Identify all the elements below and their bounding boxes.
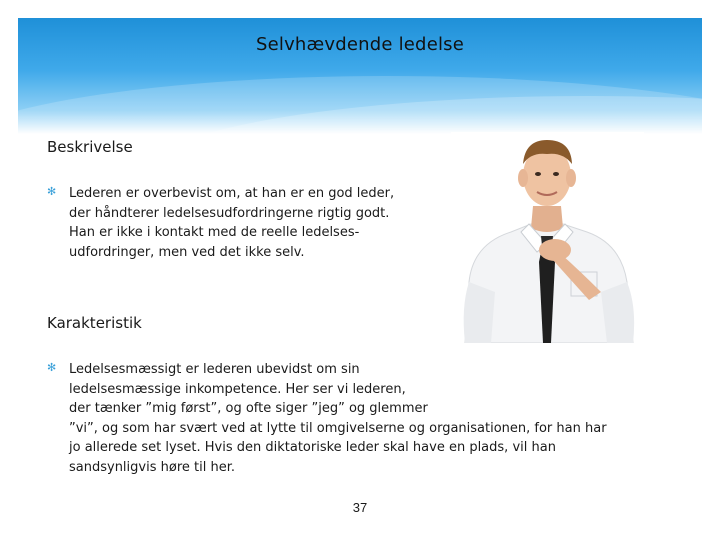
section-heading-karakteristik: Karakteristik xyxy=(47,314,142,332)
page-number: 37 xyxy=(352,500,368,515)
bullet-icon: ✻ xyxy=(47,186,57,198)
photo-illustration xyxy=(451,132,644,343)
man-adjusting-tie-photo xyxy=(451,132,644,343)
bullet-item xyxy=(47,360,667,480)
slide-title: Selvhævdende ledelse xyxy=(255,34,465,55)
bullet-icon: ✻ xyxy=(47,362,57,374)
bullet-text: Ledelsesmæssigt er lederen ubevidst om sin ledelsesmæssige inkompetence. Her ser vi lederen, der tænker ”mig først”, og ofte siger ”jeg” og glemmer ”vi”, og som har svært ved at lytte til omgivelserne og organisationen, for han har jo allerede set lyset. Hvis den diktatoriske leder skal have en plads, vil han sandsynligvis høre til her. xyxy=(69,362,607,475)
bullet-item xyxy=(47,184,447,264)
section-heading-beskrivelse: Beskrivelse xyxy=(47,138,133,156)
bullet-text: Lederen er overbevist om, at han er en god leder, der håndterer ledelsesudfordringerne rigtig godt. Han er ikke i kontakt med de reelle ledelses- udfordringer, men ved det ikke selv. xyxy=(69,186,395,260)
